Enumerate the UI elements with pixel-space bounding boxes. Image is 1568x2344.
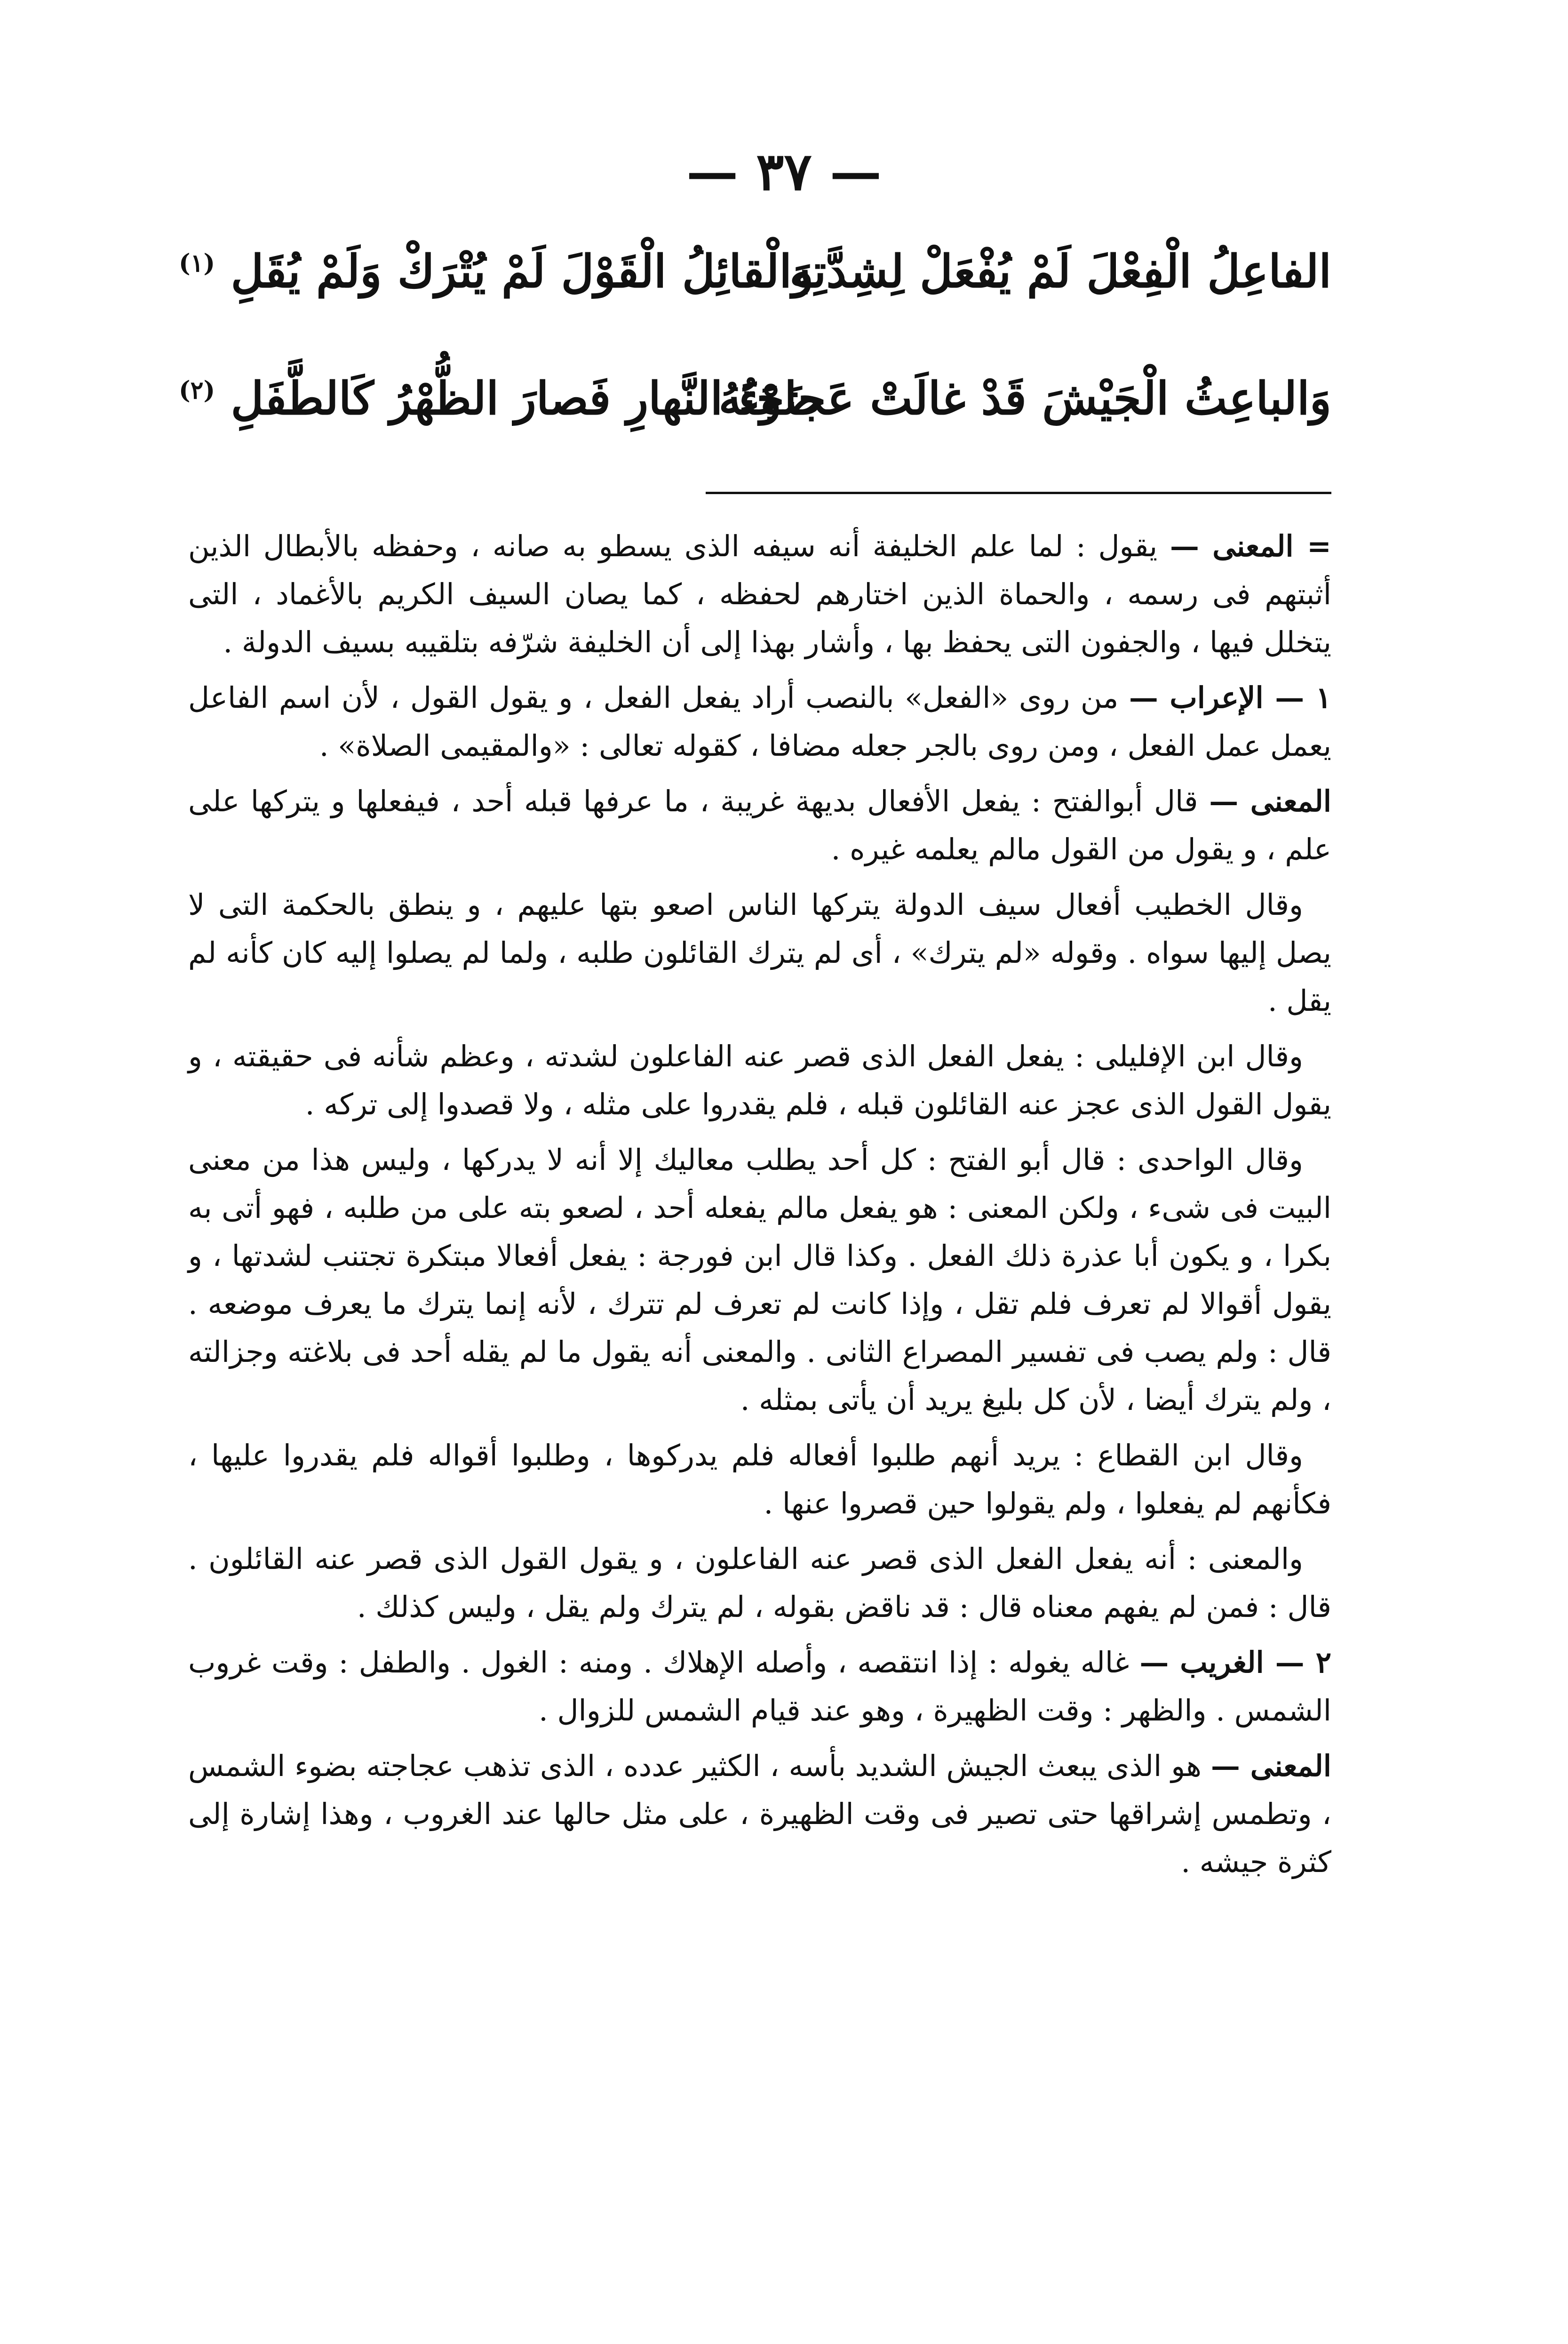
verse-2-second-hemistich: ضَوْءَ النَّهارِ فَصارَ الظُّهْرُ كَالطَّفَلِ <box>231 372 822 425</box>
footnote-marker-2: (٢) <box>179 376 215 405</box>
commentary-text: قال أبوالفتح : يفعل الأفعال بديهة غريبة ، ما عرفها قبله أحد ، فيفعلها و يتركها على علم ، و يقول من القول مالم يعلمه غيره . <box>188 784 1331 866</box>
commentary-paragraph <box>188 777 1331 873</box>
commentary-text: من روى «الفعل» بالنصب أراد يفعل الفعل ، و يقول القول ، لأن اسم الفاعل يعمل عمل الفعل ، ومن روى بالجر جعله مضافا ، كقوله تعالى : «والمقيمى الصلاة» . <box>188 680 1331 763</box>
commentary-paragraph <box>188 881 1331 1025</box>
commentary-text: غاله يغوله : إذا انتقصه ، وأصله الإهلاك . ومنه : الغول . والطفل : وقت غروب الشمس . والظهر : وقت الظهيرة ، وهو عند قيام الشمس للزوال . <box>188 1645 1331 1728</box>
commentary-paragraph <box>188 1535 1331 1631</box>
commentary-text: وقال الواحدى : قال أبو الفتح : كل أحد يطلب معاليك إلا أنه لا يدركها ، وليس هذا من معنى البيت فى شىء ، ولكن المعنى : هو يفعل مالم يفعله أحد ، لصعو بته على من طلبه ، فهو أتى به بكرا ، و يكون أبا عذرة ذلك الفعل . وكذا قال ابن فورجة : يفعل أفعالا مبتكرة تجتنب لشدتها ، و يقول أقوالا لم تعرف فلم تقل ، وإذا كانت لم تعرف لم تترك ، لأنه إنما يترك ما يعرف موضعه . قال : ولم يصب فى تفسير المصراع الثانى . والمعنى أنه يقول ما لم يقله أحد فى بلاغته وجزالته ، ولم يترك أيضا ، لأن كل بليغ يريد أن يأتى بمثله . <box>188 1143 1331 1417</box>
commentary-term: المعنى — <box>1210 1749 1331 1783</box>
commentary-term: ٢ — الغريب — <box>1139 1645 1331 1680</box>
footnote-marker-1: (١) <box>179 249 215 278</box>
commentary-text: هو الذى يبعث الجيش الشديد بأسه ، الكثير عدده ، الذى تذهب عجاجته بضوء الشمس ، وتطمس إشراقها حتى تصير فى وقت الظهيرة ، على مثل حالها عند الغروب ، وهذا إشارة إلى كثرة جيشه . <box>188 1749 1331 1879</box>
verse-commentary-divider <box>706 492 1331 494</box>
verse-2-first-hemistich: وَالباعِثُ الْجَيْشَ قَدْ غالَتْ عَجاجَتُهُ <box>718 372 1331 425</box>
commentary-term: ١ — الإعراب — <box>1129 680 1331 715</box>
verse-line-2 <box>179 372 1331 452</box>
commentary-text: يقول : لما علم الخليفة أنه سيفه الذى يسطو به صانه ، وحفظه بالأبطال الذين أثبتهم فى رسمه ، والحماة الذين اختارهم لحفظه ، كما يصان السيف الكريم بالأغماد ، التى يتخلل فيها ، والجفون التى يحفظ بها ، وأشار بهذا إلى أن الخليفة شرّفه بتلقيبه بسيف الدولة . <box>188 529 1331 659</box>
verse-2-second-hemistich-wrap <box>179 372 821 425</box>
commentary-term: = المعنى — <box>1170 529 1332 563</box>
verse-1-second-hemistich: وَالْقائِلُ الْقَوْلَ لَمْ يُتْرَكْ وَلَمْ يُقَلِ <box>231 245 814 298</box>
commentary-paragraph <box>188 674 1331 770</box>
commentary-paragraph <box>188 1136 1331 1424</box>
commentary-body <box>188 522 1331 1894</box>
commentary-paragraph <box>188 1742 1331 1886</box>
verse-line-1 <box>179 245 1331 325</box>
verse-1-first-hemistich: الفاعِلُ الْفِعْلَ لَمْ يُفْعَلْ لِشِدَّتِهِ <box>789 245 1331 298</box>
commentary-paragraph <box>188 1432 1331 1528</box>
commentary-paragraph <box>188 522 1331 666</box>
verse-1-second-hemistich-wrap <box>179 245 813 298</box>
commentary-term: المعنى — <box>1209 784 1331 818</box>
commentary-text: وقال ابن القطاع : يريد أنهم طلبوا أفعاله فلم يدركوها ، وطلبوا أقواله فلم يقدروا عليها ، فكأنهم لم يفعلوا ، ولم يقولوا حين قصروا عنها . <box>188 1438 1331 1520</box>
commentary-paragraph <box>188 1032 1331 1128</box>
commentary-text: وقال ابن الإفليلى : يفعل الفعل الذى قصر عنه الفاعلون لشدته ، وعظم شأنه فى حقيقته ، و يقول القول الذى عجز عنه القائلون قبله ، فلم يقدروا على مثله ، ولا قصدوا إلى تركه . <box>188 1039 1331 1121</box>
commentary-text: وقال الخطيب أفعال سيف الدولة يتركها الناس اصعو بتها عليهم ، و ينطق بالحكمة التى لا يصل إليها سواه . وقوله «لم يترك» ، أى لم يترك القائلون طلبه ، ولما لم يصلوا إليه كان كأنه لم يقل . <box>188 888 1331 1018</box>
commentary-text: والمعنى : أنه يفعل الفعل الذى قصر عنه الفاعلون ، و يقول القول الذى قصر عنه القائلون . قال : فمن لم يفهم معناه قال : قد ناقض بقوله ، لم يترك ولم يقل ، وليس كذلك . <box>188 1542 1331 1624</box>
page-number: — ٣٧ — <box>686 141 882 202</box>
commentary-paragraph <box>188 1639 1331 1735</box>
